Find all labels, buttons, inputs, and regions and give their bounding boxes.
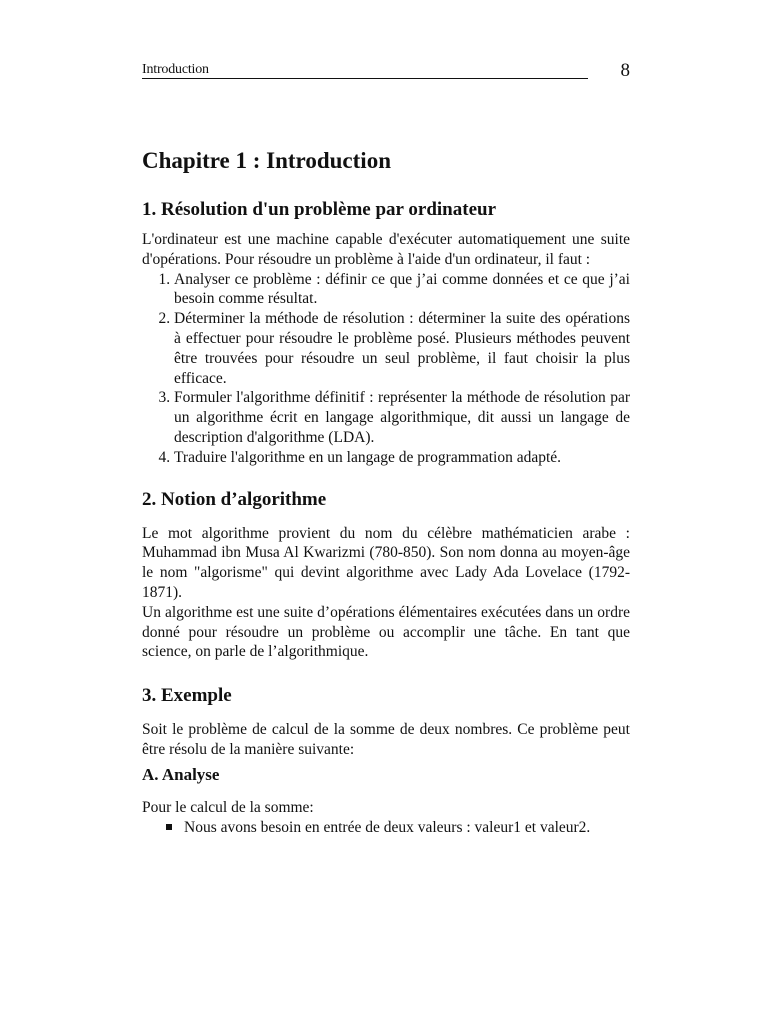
list-item: 4. Traduire l'algorithme en un langage de programmation adapté. xyxy=(174,448,630,468)
section-3-title: 3. Exemple xyxy=(142,685,232,707)
subsection-a-title: A. Analyse xyxy=(142,764,220,784)
section-3-paragraph: Soit le problème de calcul de la somme de deux nombres. Ce problème peut être résolu de la manière suivante: xyxy=(142,721,630,758)
section-1-title: 1. Résolution d'un problème par ordinateur xyxy=(142,199,497,220)
list-item: 3. Formuler l'algorithme définitif : représenter la méthode de résolution par un algorithme écrit en langage algorithmique, dit aussi un langage de description d'algorithme (LDA). xyxy=(174,388,630,447)
section-2-title: 2. Notion d’algorithme xyxy=(142,488,327,510)
chapter-title: Chapitre 1 : Introduction xyxy=(142,148,391,173)
list-item xyxy=(166,818,630,838)
section-1-intro: L'ordinateur est une machine capable d'exécuter automatiquement une suite d'opérations. Pour résoudre un problème à l'aide d'un ordinateur, il faut : xyxy=(142,231,630,268)
subsection-a-intro: Pour le calcul de la somme: xyxy=(142,798,314,816)
analysis-bullets-list xyxy=(142,818,630,838)
square-bullet-icon xyxy=(166,824,172,830)
resolution-steps-list xyxy=(142,270,630,468)
running-header xyxy=(142,58,630,80)
list-item: 2. Déterminer la méthode de résolution : déterminer la suite des opérations à effectuer pour résoudre le problème posé. Plusieurs méthodes peuvent être trouvées pour résoudre un seul problème, il faut choisir la plus efficace. xyxy=(174,309,630,388)
list-item: 1. Analyser ce problème : définir ce que j’ai comme données et ce que j’ai besoin comme résultat. xyxy=(174,270,630,310)
section-2-paragraph-2: Un algorithme est une suite d’opérations élémentaires exécutées dans un ordre donné pour résoudre un problème ou accomplir une tâche. En tant que science, on parle de l’algorithmique. xyxy=(142,603,630,661)
section-2-paragraph-1: Le mot algorithme provient du nom du célèbre mathématicien arabe : Muhammad ibn Musa Al Kwarizmi (780-850). Son nom donna au moyen-âge le nom "algorisme" qui devint algorithme avec Lady Ada Lovelace (1792-1871). xyxy=(142,524,630,601)
running-header-title: Introduction xyxy=(142,62,209,77)
page-number: 8 xyxy=(620,60,630,81)
bullet-text: Nous avons besoin en entrée de deux valeurs : valeur1 et valeur2. xyxy=(184,818,591,836)
document-page xyxy=(142,58,630,837)
header-rule xyxy=(142,78,588,79)
